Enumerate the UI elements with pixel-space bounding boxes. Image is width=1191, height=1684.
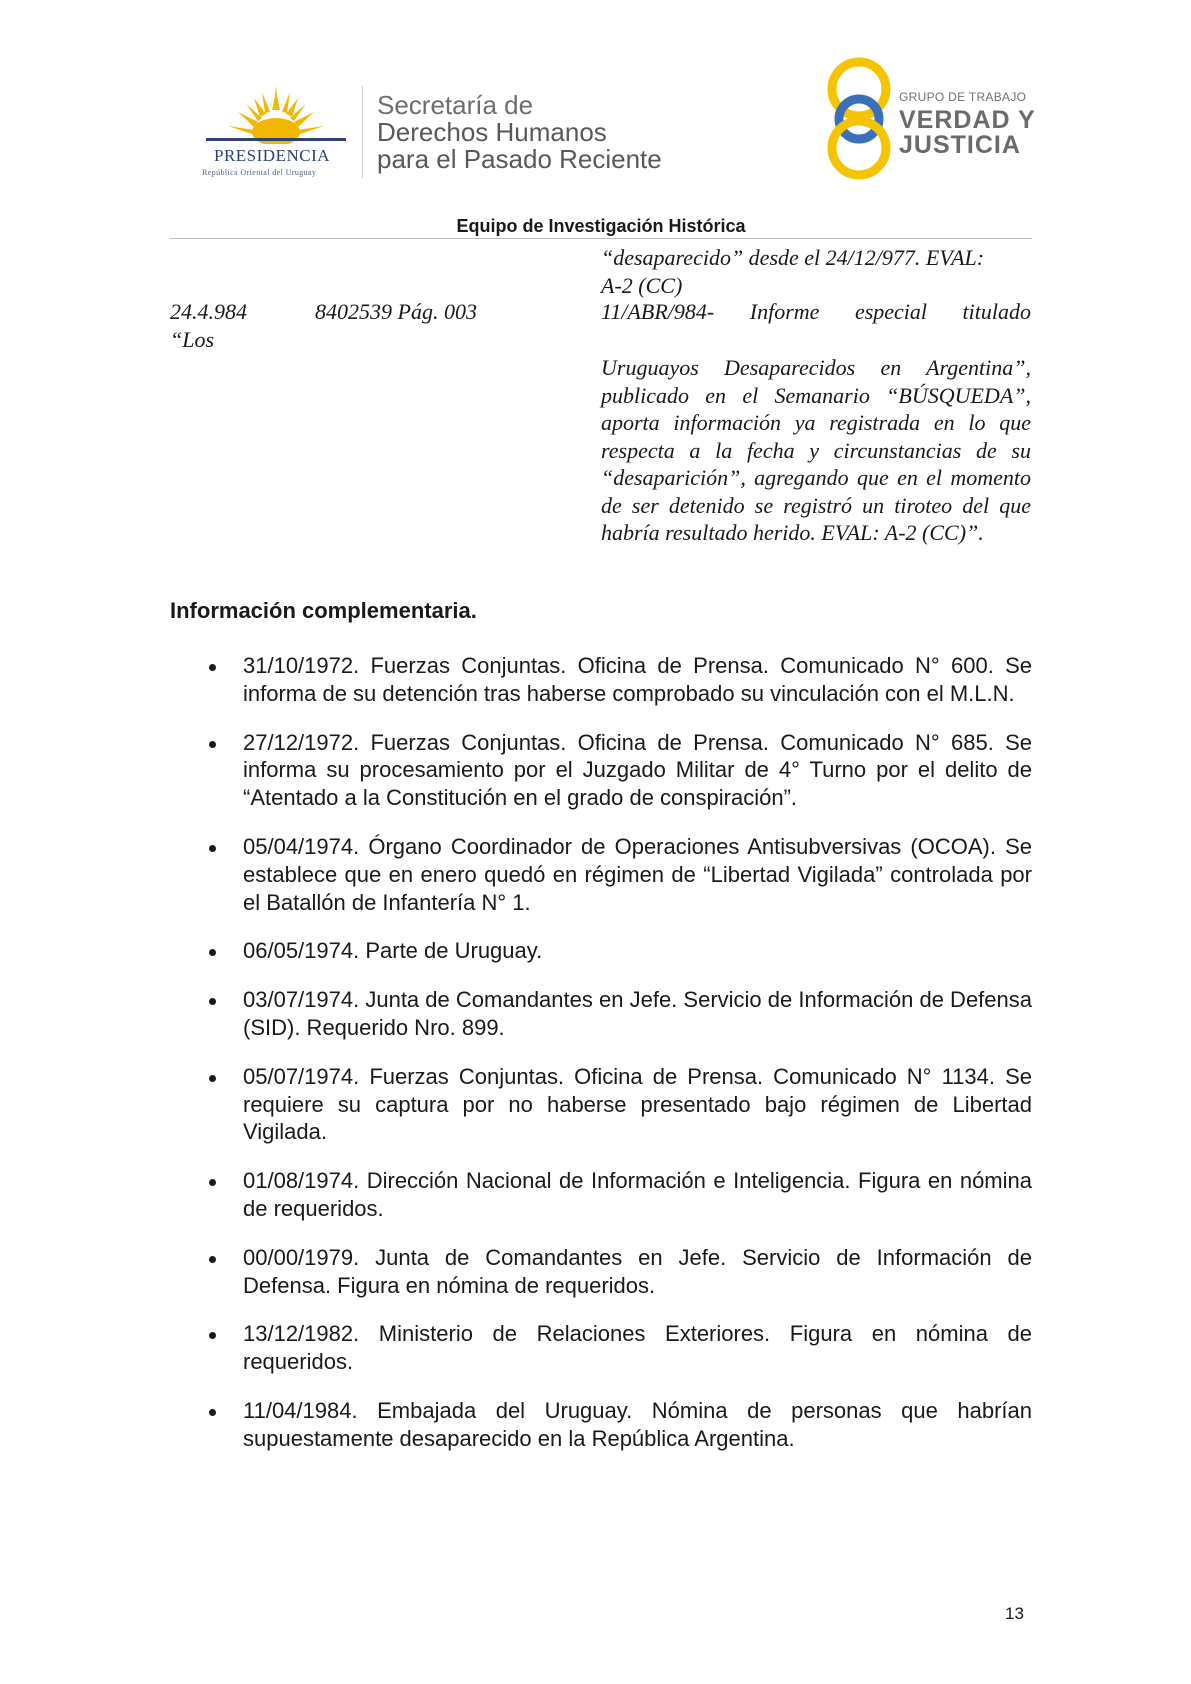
list-item — [170, 986, 1032, 1042]
header-rule — [170, 238, 1032, 239]
row-date-value: 24.4.984 — [170, 299, 247, 324]
bullet-icon — [209, 664, 216, 671]
row-date — [170, 298, 247, 353]
secretaria-line2: Derechos Humanos — [377, 117, 607, 147]
bullet-icon — [209, 1256, 216, 1263]
grupo-trabajo-text — [899, 90, 1036, 158]
bullet-icon — [209, 998, 216, 1005]
grupo-trabajo-line2: VERDAD Y — [899, 106, 1036, 134]
row-description-first: 11/ABR/984- Informe especial titulado — [601, 299, 1031, 324]
bullet-icon — [209, 1332, 216, 1339]
continuation-line-1: “desaparecido” desde el 24/12/977. EVAL: — [601, 245, 985, 270]
list-item-text: 13/12/1982. Ministerio de Relaciones Exteriores. Figura en nómina de requeridos. — [243, 1321, 1032, 1375]
bullet-icon — [209, 949, 216, 956]
sun-emblem-icon — [196, 82, 356, 144]
list-item — [170, 833, 1032, 916]
presidencia-subtitle: República Oriental del Uruguay — [202, 168, 317, 177]
header-divider — [362, 86, 363, 178]
presidencia-logo — [196, 82, 356, 177]
list-item — [170, 729, 1032, 812]
table-continuation — [601, 244, 1031, 299]
row-date-continuation: “Los — [170, 326, 215, 352]
presidencia-name: PRESIDENCIA — [214, 146, 331, 165]
list-item-text: 03/07/1974. Junta de Comandantes en Jefe. Servicio de Información de Defensa (SID). Requerido Nro. 899. — [243, 987, 1032, 1040]
list-item — [170, 1244, 1032, 1300]
bullet-icon — [209, 1179, 216, 1186]
grupo-trabajo-line3: JUSTICIA — [899, 131, 1021, 159]
list-item — [170, 652, 1032, 708]
list-item-text: 01/08/1974. Dirección Nacional de Información e Inteligencia. Figura en nómina de requeridos. — [243, 1168, 1032, 1221]
team-title: Equipo de Investigación Histórica — [456, 216, 746, 236]
list-item-text: 00/00/1979. Junta de Comandantes en Jefe. Servicio de Información de Defensa. Figura en nómina de requeridos. — [243, 1244, 1032, 1298]
secretaria-title — [377, 92, 662, 173]
list-item-text: 05/07/1974. Fuerzas Conjuntas. Oficina de Prensa. Comunicado N° 1134. Se requiere su captura por no haberse presentado bajo régimen de Libertad Vigilada. — [243, 1063, 1032, 1145]
grupo-trabajo-line1: GRUPO DE TRABAJO — [899, 90, 1027, 104]
secretaria-line3: para el Pasado Reciente — [377, 144, 662, 174]
secretaria-line1: Secretaría de — [377, 90, 534, 120]
bullet-icon — [209, 741, 216, 748]
list-item-text: 27/12/1972. Fuerzas Conjuntas. Oficina de Prensa. Comunicado N° 685. Se informa su procesamiento por el Juzgado Militar de 4° Turno por el delito de “Atentado a la Constitución en el grado de conspiración”. — [243, 729, 1032, 811]
list-item — [170, 1167, 1032, 1223]
list-item-text: 31/10/1972. Fuerzas Conjuntas. Oficina de Prensa. Comunicado N° 600. Se informa de su detención tras haberse comprobado su vinculación con el M.L.N. — [243, 653, 1032, 706]
list-item-text: 05/04/1974. Órgano Coordinador de Operaciones Antisubversivas (OCOA). Se establece que en enero quedó en régimen de “Libertad Vigilada” controlada por el Batallón de Infantería N° 1. — [243, 833, 1032, 915]
complementary-info-list — [170, 652, 1032, 1474]
row-document: 8402539 Pág. 003 — [315, 299, 477, 324]
list-item — [170, 1063, 1032, 1146]
page-number: 13 — [1005, 1604, 1024, 1623]
bullet-icon — [209, 1075, 216, 1082]
list-item-text: 06/05/1974. Parte de Uruguay. — [243, 938, 543, 964]
list-item-text: 11/04/1984. Embajada del Uruguay. Nómina de personas que habrían supuestamente desaparecido en la República Argentina. — [243, 1397, 1032, 1451]
list-item — [170, 937, 1032, 965]
list-item — [170, 1320, 1032, 1376]
section-title: Información complementaria. — [170, 598, 477, 623]
verdad-justicia-rings-icon — [824, 56, 894, 180]
bullet-icon — [209, 845, 216, 852]
continuation-line-2: A-2 (CC) — [601, 272, 683, 298]
bullet-icon — [209, 1409, 216, 1416]
row-description-body: Uruguayos Desaparecidos en Argentina”, publicado en el Semanario “BÚSQUEDA”, aporta información ya registrada en lo que respecta a la fecha y circunstancias de su “desaparición”, agregando que en el momento de ser detenido se registró un tiroteo del que habría resultado herido. EVAL: A-2 (CC)”. — [601, 355, 1031, 545]
list-item — [170, 1397, 1032, 1453]
